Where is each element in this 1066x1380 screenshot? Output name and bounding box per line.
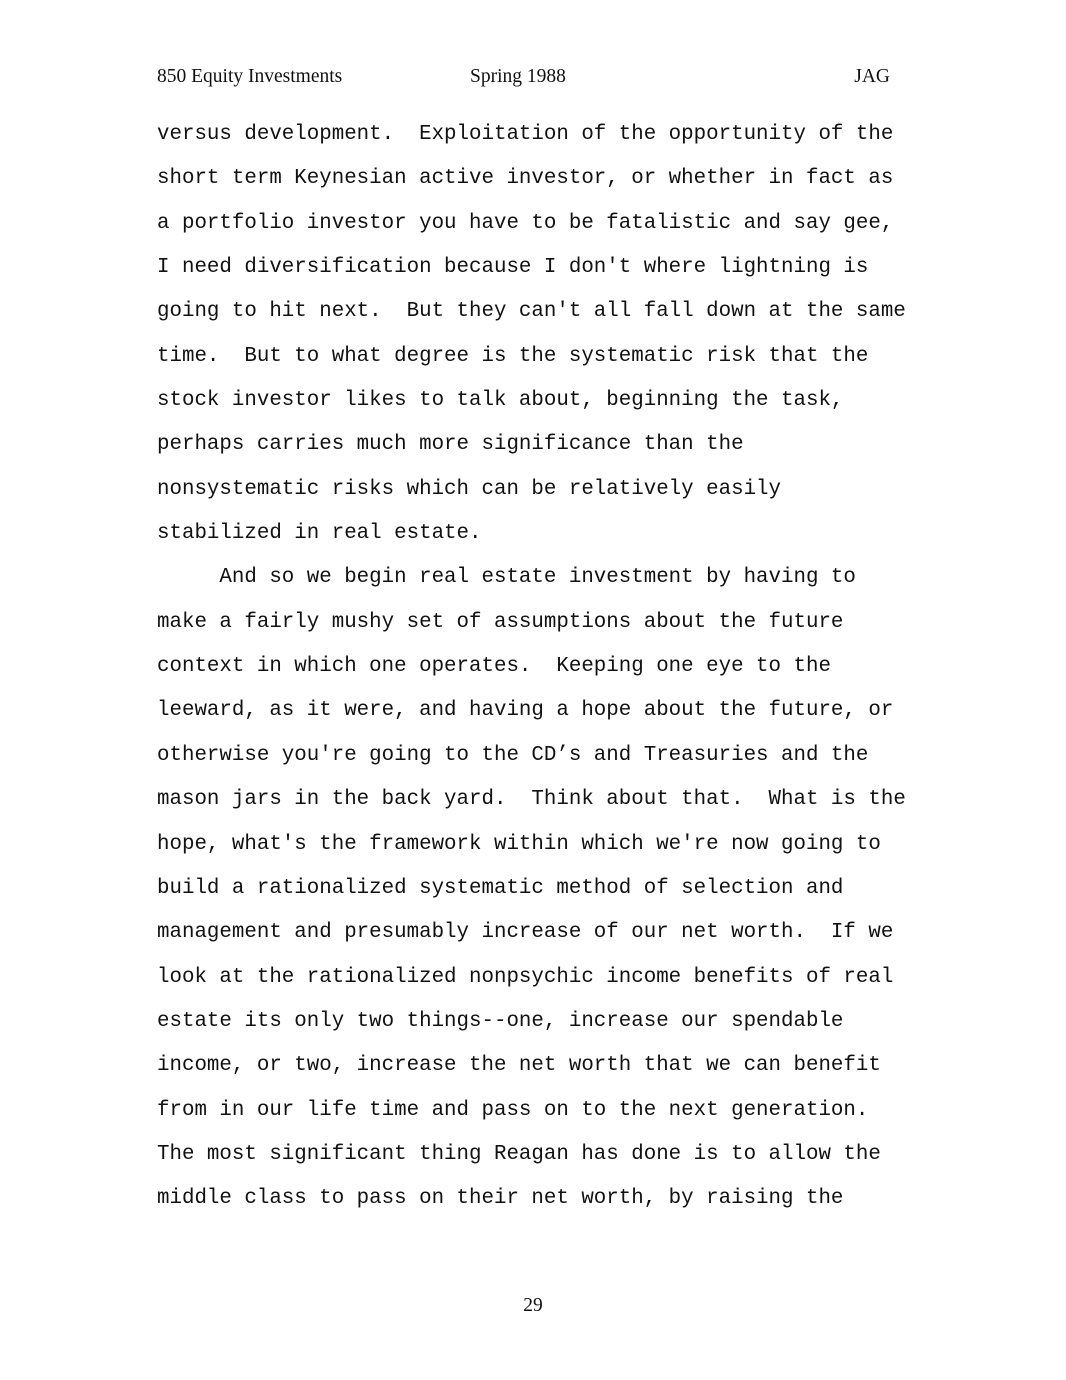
- text-line: going to hit next. But they can't all fall down at the same: [157, 300, 906, 324]
- text-line: time. But to what degree is the systematic risk that the: [157, 344, 869, 368]
- text-line: stabilized in real estate.: [157, 522, 482, 546]
- text-line: stock investor likes to talk about, beginning the task,: [157, 389, 844, 413]
- text-line: leeward, as it were, and having a hope about the future, or: [157, 699, 894, 723]
- text-line: otherwise you're going to the CD’s and Treasuries and the: [157, 743, 869, 767]
- text-line: short term Keynesian active investor, or whether in fact as: [157, 167, 894, 191]
- header-initials: JAG: [854, 66, 890, 87]
- transcript-body: [157, 113, 917, 1222]
- text-line: a portfolio investor you have to be fatalistic and say gee,: [157, 211, 894, 235]
- text-line: middle class to pass on their net worth, by raising the: [157, 1187, 844, 1211]
- text-line: build a rationalized systematic method of selection and: [157, 876, 844, 900]
- text-line: versus development. Exploitation of the opportunity of the: [157, 123, 894, 146]
- text-line: I need diversification because I don't where lightning is: [157, 256, 869, 280]
- text-line: from in our life time and pass on to the next generation.: [157, 1098, 869, 1122]
- text-line: perhaps carries much more significance than the: [157, 433, 744, 457]
- text-line: nonsystematic risks which can be relatively easily: [157, 477, 782, 501]
- paragraph-start-line: And so we begin real estate investment by having to: [157, 566, 856, 590]
- text-line: estate its only two things--one, increase our spendable: [157, 1009, 844, 1033]
- text-line: mason jars in the back yard. Think about that. What is the: [157, 788, 906, 812]
- text-line: hope, what's the framework within which we're now going to: [157, 832, 881, 856]
- text-line: make a fairly mushy set of assumptions about the future: [157, 610, 844, 634]
- text-line: look at the rationalized nonpsychic income benefits of real: [157, 965, 894, 989]
- text-line: The most significant thing Reagan has done is to allow the: [157, 1142, 881, 1166]
- page-header: [157, 63, 890, 91]
- text-line: management and presumably increase of our net worth. If we: [157, 921, 894, 945]
- page-number: 29: [523, 1295, 543, 1316]
- text-line: context in which one operates. Keeping one eye to the: [157, 655, 831, 679]
- header-term: Spring 1988: [470, 66, 566, 87]
- text-line: income, or two, increase the net worth that we can benefit: [157, 1054, 881, 1078]
- header-course-title: 850 Equity Investments: [157, 66, 343, 87]
